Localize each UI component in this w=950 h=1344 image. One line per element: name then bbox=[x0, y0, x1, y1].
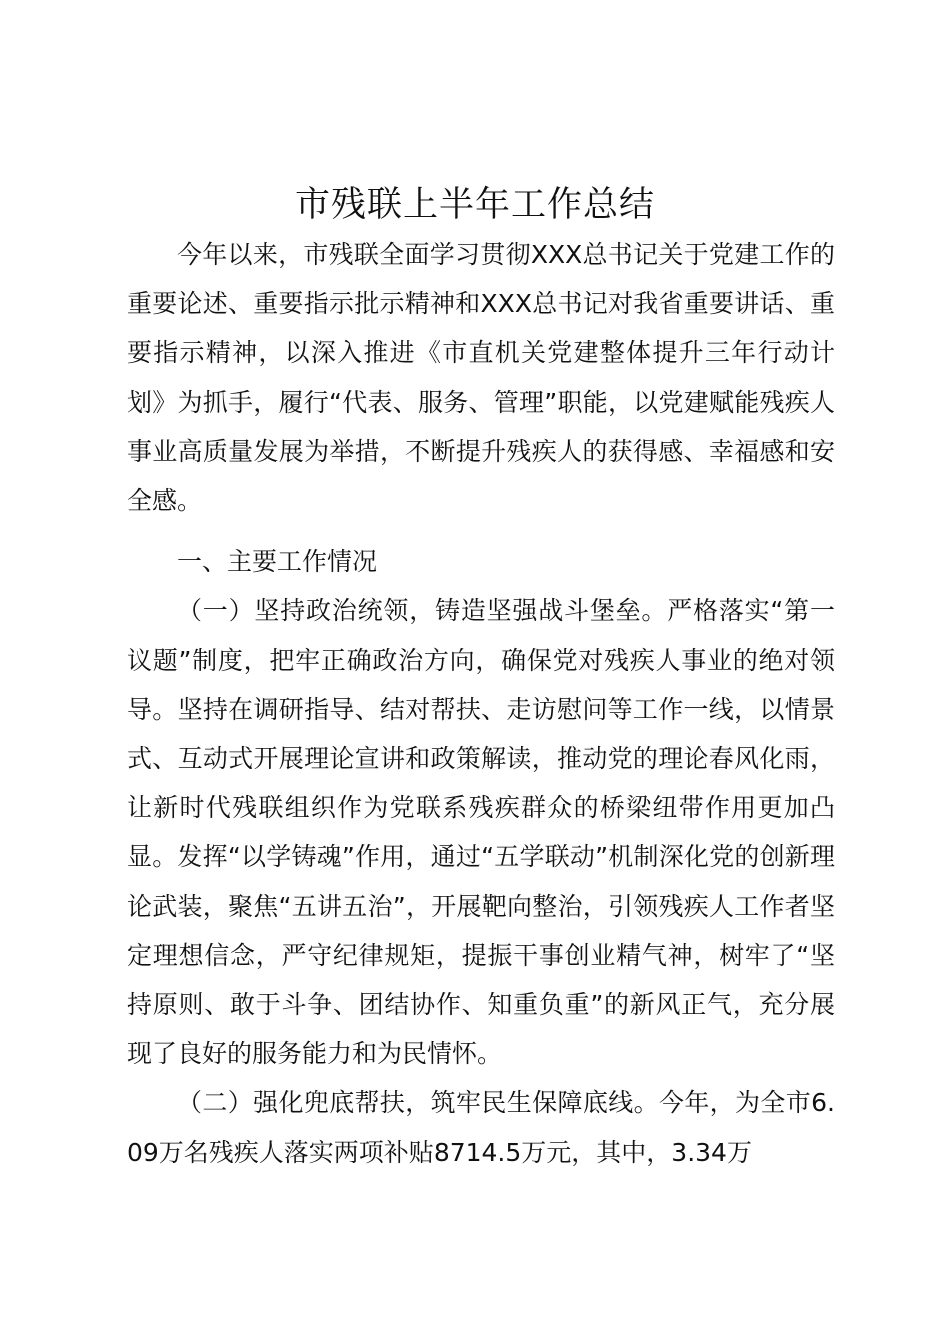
section-paragraph-2: （二）强化兜底帮扶，筑牢民生保障底线。今年，为全市6.09万名残疾人落实两项补贴8714.5万元，其中，3.34万 bbox=[127, 1088, 835, 1167]
intro-paragraph: 今年以来，市残联全面学习贯彻XXX总书记关于党建工作的重要论述、重要指示批示精神和XXX总书记对我省重要讲话、重要指示精神，以深入推进《市直机关党建整体提升三年行动计划》为抓手，履行“代表、服务、管理”职能，以党建赋能残疾人事业高质量发展为举措，不断提升残疾人的获得感、幸福感和安全感。 bbox=[127, 240, 835, 516]
document-body bbox=[127, 230, 835, 1177]
section-heading: 一、主要工作情况 bbox=[177, 547, 378, 577]
section-paragraph-1: （一）坚持政治统领，铸造坚强战斗堡垒。严格落实“第一议题”制度，把牢正确政治方向，确保党对残疾人事业的绝对领导。坚持在调研指导、结对帮扶、走访慰问等工作一线，以情景式、互动式开展理论宣讲和政策解读，推动党的理论春风化雨，让新时代残联组织作为党联系残疾群众的桥梁纽带作用更加凸显。发挥“以学铸魂”作用，通过“五学联动”机制深化党的创新理论武装，聚焦“五讲五治”，开展靶向整治，引领残疾人工作者坚定理想信念，严守纪律规矩，提振干事创业精气神，树牢了“坚持原则、敢于斗争、团结协作、知重负重”的新风正气，充分展现了良好的服务能力和为民情怀。 bbox=[127, 596, 835, 1069]
document-title: 市残联上半年工作总结 bbox=[294, 185, 655, 225]
